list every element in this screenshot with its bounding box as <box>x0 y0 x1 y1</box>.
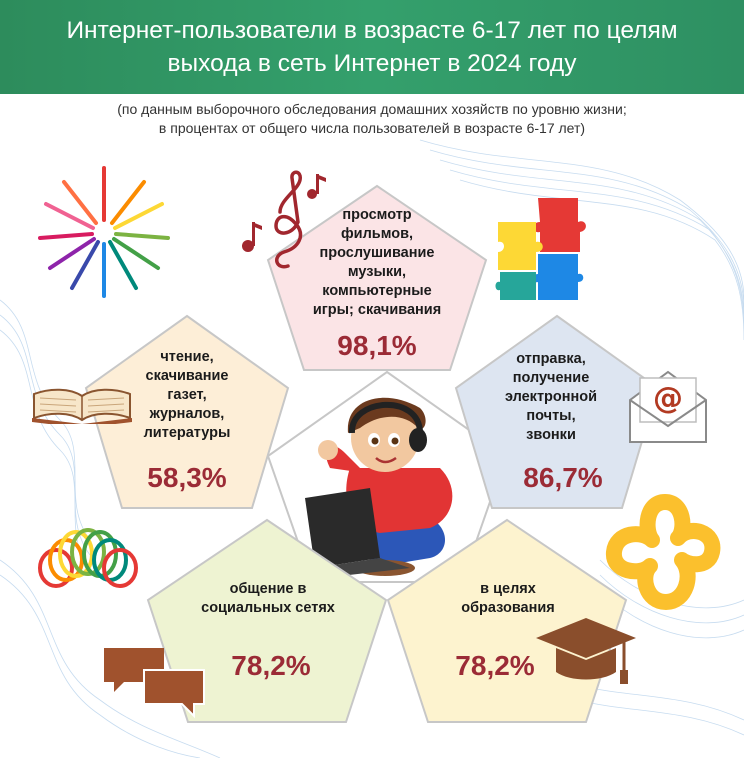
bottom-cutoff <box>0 748 744 758</box>
chat-bubbles-icon <box>102 644 206 720</box>
yellow-flower-icon <box>604 494 726 622</box>
email-label: отправка, получение электронной почты, звонки <box>504 351 598 443</box>
social-label: общение в социальных сетях <box>201 581 335 616</box>
email-value: 86,7% <box>523 462 603 493</box>
education-value: 78,2% <box>455 650 535 681</box>
subtitle-line2: в процентах от общего числа пользователей в возрасте 6-17 лет) <box>158 120 586 136</box>
social-value: 78,2% <box>231 650 311 681</box>
entertainment-value: 98,1% <box>337 330 417 361</box>
rainbow-slinky-icon <box>34 520 140 590</box>
puzzle-icon <box>494 194 590 304</box>
reading-value: 58,3% <box>147 462 227 493</box>
graduation-cap-icon <box>534 616 638 692</box>
music-notes-icon <box>236 166 336 274</box>
subtitle <box>0 100 744 138</box>
entertainment-label: просмотр фильмов, прослушивание музыки, компьютерные игры; скачивания <box>312 207 442 318</box>
subtitle-line1: (по данным выборочного обследования домашних хозяйств по уровню жизни; <box>117 101 627 117</box>
header-banner <box>0 0 744 94</box>
page-title-line2: выхода в сеть Интернет в 2024 году <box>167 50 577 77</box>
education-label: в целях образования <box>461 581 555 616</box>
page-title-line1: Интернет-пользователи в возрасте 6-17 лет по целям <box>66 17 678 44</box>
reading-label: чтение, скачивание газет, журналов, литературы <box>143 349 231 441</box>
svg-text:@: @ <box>653 381 683 416</box>
email-envelope-icon <box>626 366 710 446</box>
colored-pencils-icon <box>36 164 172 300</box>
open-book-icon <box>30 384 134 424</box>
